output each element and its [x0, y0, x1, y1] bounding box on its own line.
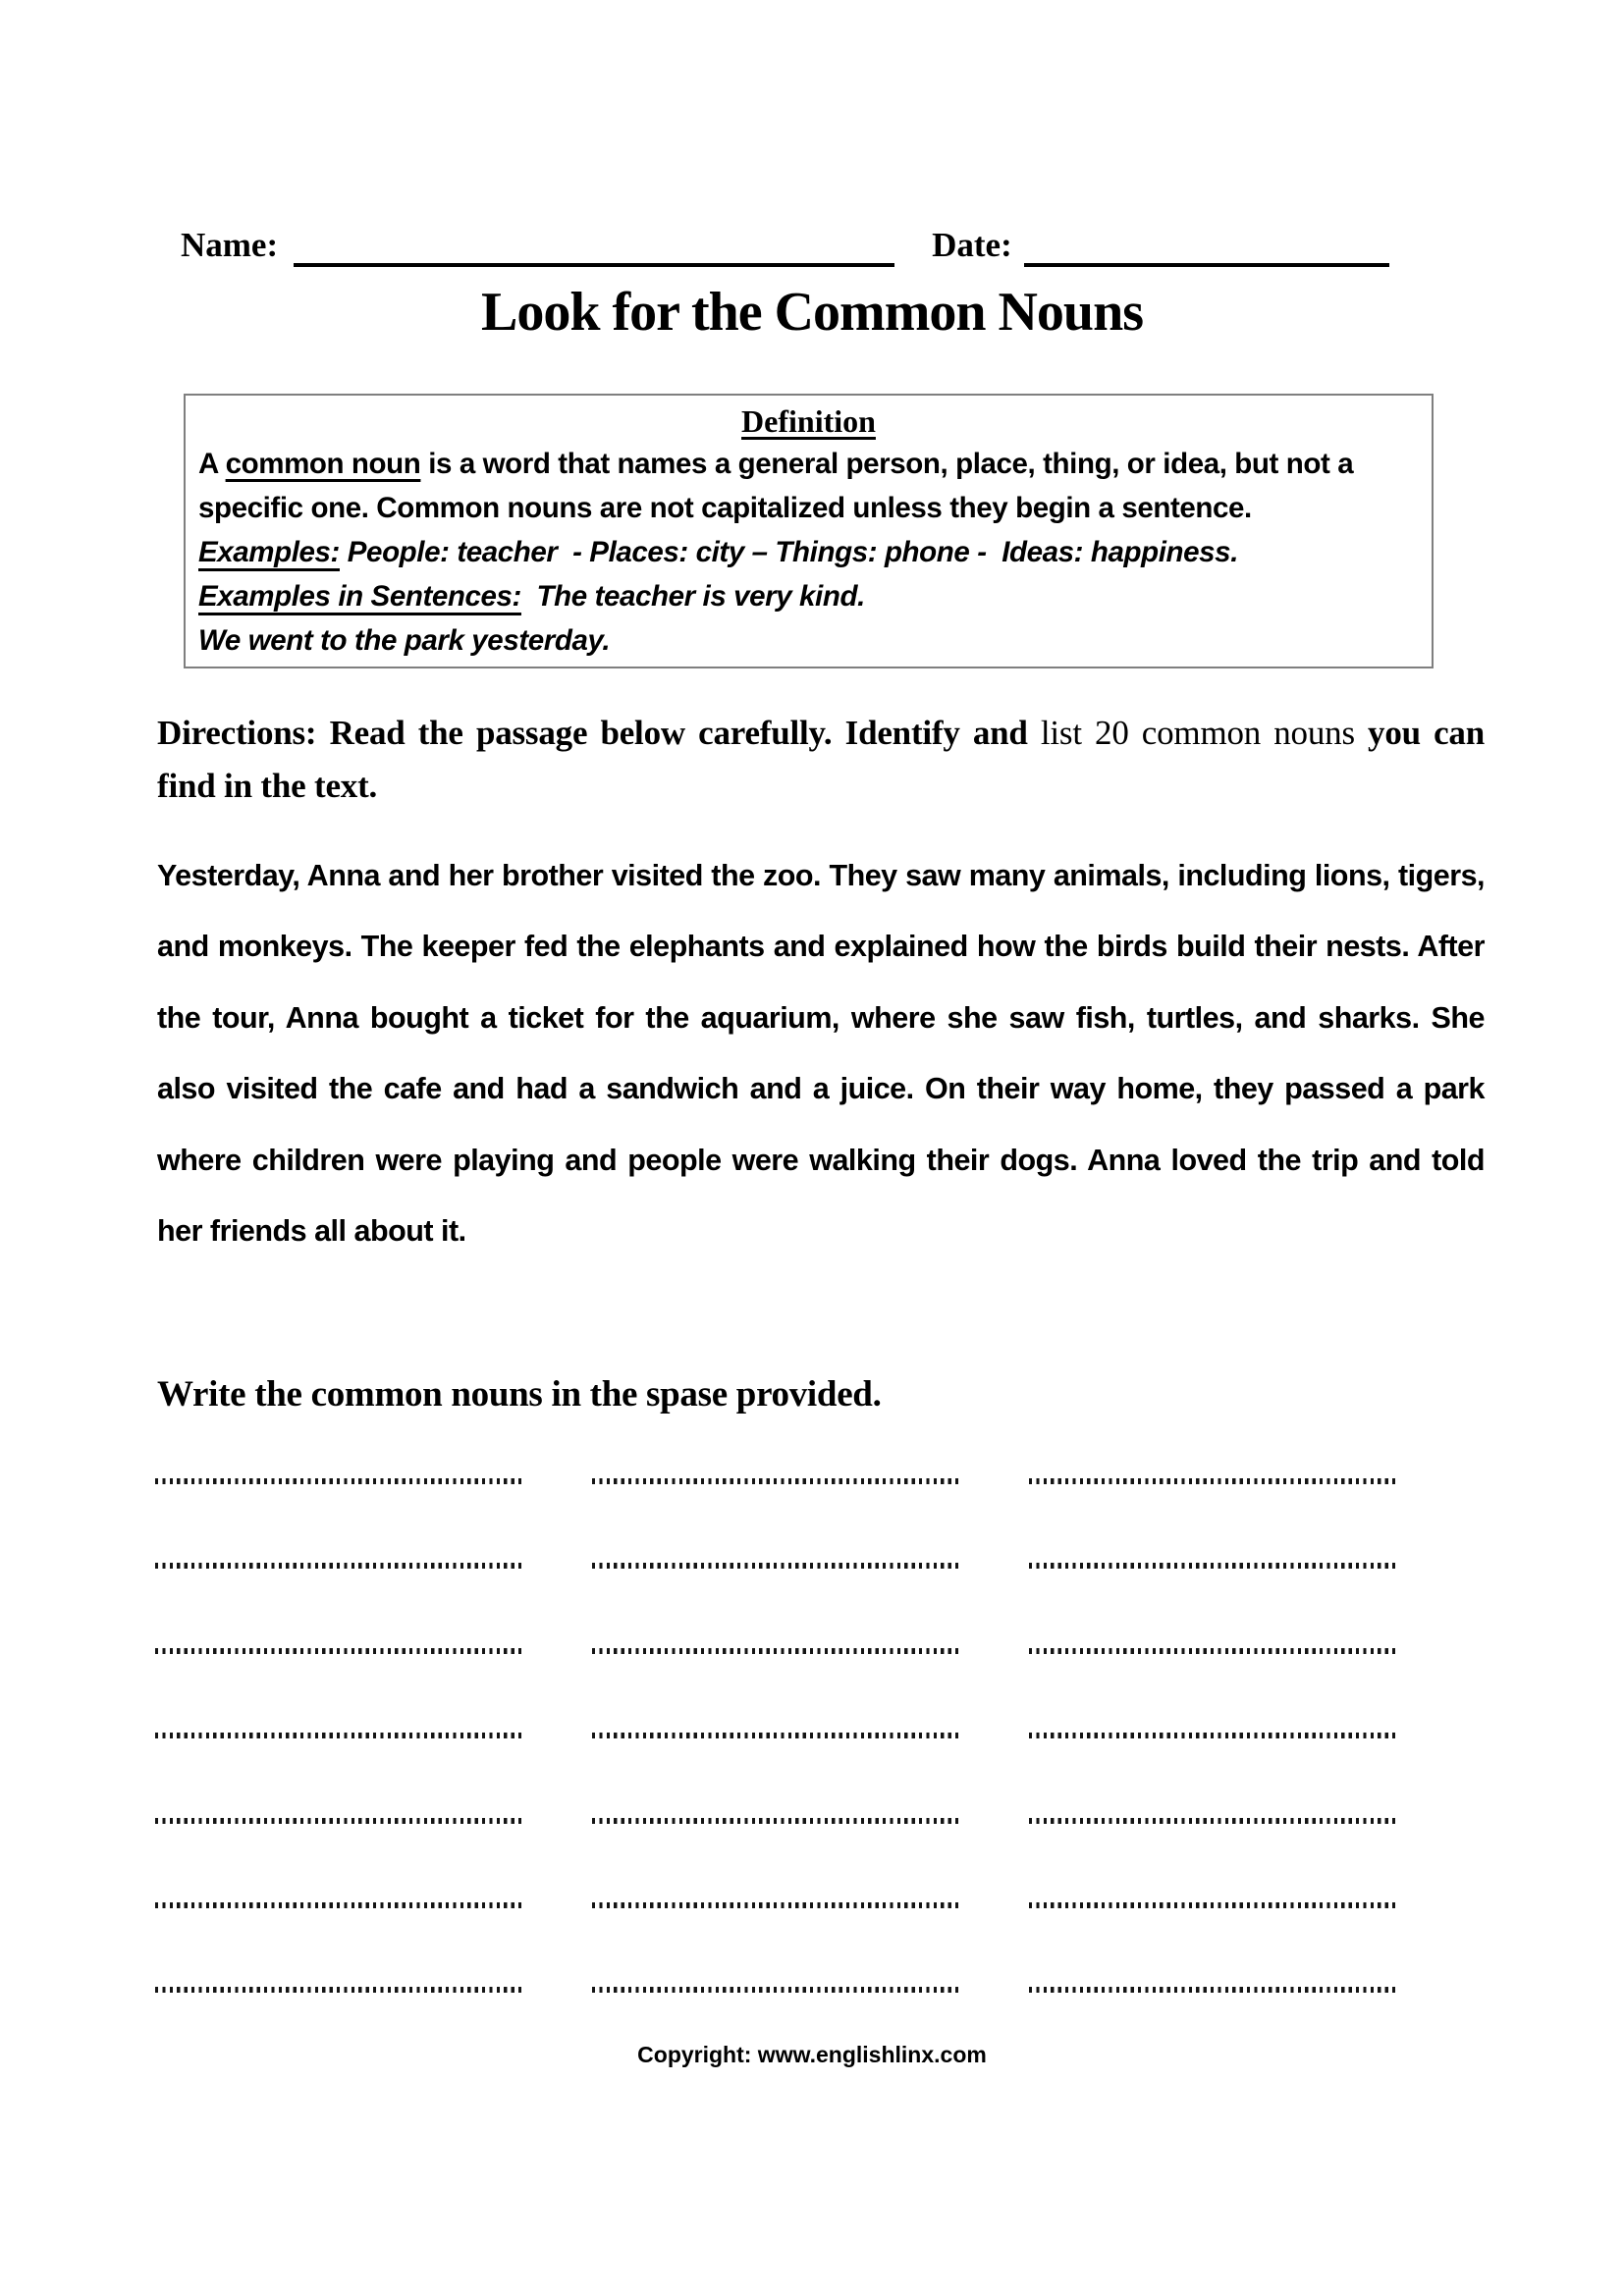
answer-blank-row — [155, 1478, 1399, 1484]
answer-blank — [1029, 1818, 1399, 1824]
answer-blank — [1029, 1563, 1399, 1569]
answer-blank — [1029, 1648, 1399, 1654]
answer-blank — [155, 1563, 525, 1569]
answer-blank — [1029, 1902, 1399, 1908]
copyright-text: Copyright: www.englishlinx.com — [637, 2042, 987, 2067]
answer-blank — [592, 1478, 962, 1484]
name-blank-line — [294, 224, 894, 267]
examples-text: People: teacher - Places: city – Things: phone - Ideas: happiness. — [339, 536, 1238, 568]
directions-bold-part-2: you can find in the text. — [157, 714, 1485, 805]
answer-blank — [592, 1987, 962, 1993]
examples-in-sentences-line — [198, 574, 1419, 618]
examples-in-sentences-text: The teacher is very kind. — [520, 580, 865, 613]
answer-blank-row — [155, 1902, 1399, 1908]
passage-text: Yesterday, Anna and her brother visited the zoo. They saw many animals, including lions, tigers, and monkeys. The keeper fed the elephants and explained how the birds build their nests. After the tour, Anna bought a ticket for the aquarium, where she saw fish, turtles, and sharks. She also visited the cafe and had a sandwich and a juice. On their way home, they passed a park where children were playing and people were walking their dogs. Anna loved the trip and told her friends all about it. — [157, 859, 1485, 1249]
directions-text — [157, 707, 1485, 813]
examples-label: Examples: — [198, 536, 340, 568]
answer-blank-row — [155, 1987, 1399, 1993]
name-date-row — [181, 224, 1419, 267]
definition-heading: Definition — [741, 403, 876, 439]
answer-blank — [155, 1818, 525, 1824]
answer-blank — [592, 1733, 962, 1738]
answer-blank — [592, 1648, 962, 1654]
definition-box — [184, 394, 1434, 668]
definition-rest: is a word that names a general person, place, thing, or idea, but not a specific one. Common nouns are not capitalized unless they begin a sentence. — [198, 448, 1354, 524]
directions-bold-part-1: Directions: Read the passage below carefully. Identify and — [157, 714, 1041, 752]
answer-blank-row — [155, 1563, 1399, 1569]
definition-body-text — [198, 442, 1419, 530]
answer-blank — [592, 1563, 962, 1569]
answer-blank — [1029, 1733, 1399, 1738]
answer-blanks-grid — [155, 1478, 1399, 1993]
answer-blank — [155, 1478, 525, 1484]
example-sentence-2: We went to the park yesterday. — [198, 624, 611, 657]
answer-blank-row — [155, 1818, 1399, 1824]
answer-blank — [592, 1818, 962, 1824]
definition-underlined-term: common noun — [225, 448, 421, 480]
examples-in-sentences-label: Examples in Sentences: — [198, 580, 521, 613]
answer-blank — [1029, 1987, 1399, 1993]
definition-prefix: A — [198, 448, 226, 480]
worksheet-title: Look for the Common Nouns — [480, 282, 1144, 343]
write-prompt: Write the common nouns in the spase provided. — [157, 1374, 882, 1415]
examples-line — [198, 530, 1419, 574]
answer-blank — [155, 1902, 525, 1908]
name-label: Name: — [181, 226, 279, 264]
answer-blank — [155, 1733, 525, 1738]
answer-blank — [1029, 1478, 1399, 1484]
answer-blank — [155, 1987, 525, 1993]
answer-blank-row — [155, 1733, 1399, 1738]
answer-blank-row — [155, 1648, 1399, 1654]
answer-blank — [155, 1648, 525, 1654]
answer-blank — [592, 1902, 962, 1908]
date-blank-line — [1024, 224, 1389, 267]
directions-regular-part: list 20 common nouns — [1040, 714, 1369, 752]
date-label: Date: — [932, 226, 1012, 264]
